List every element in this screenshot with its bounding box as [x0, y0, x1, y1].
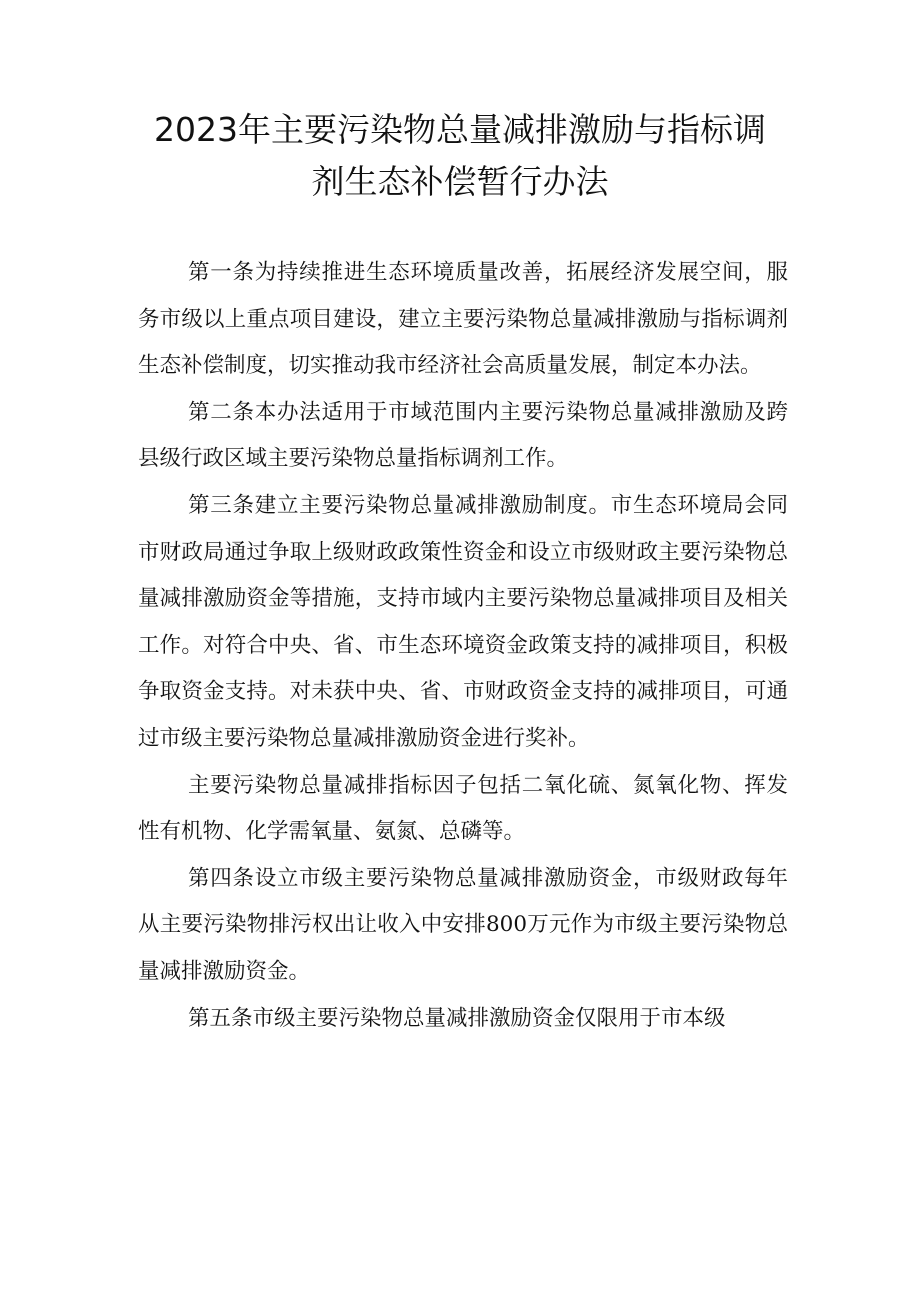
- title-line-1: 2023年主要污染物总量减排激励与指标调: [154, 110, 766, 149]
- article-3-paragraph: 第三条建立主要污染物总量减排激励制度。市生态环境局会同市财政局通过争取上级财政政策性资金和设立市级财政主要污染物总量减排激励资金等措施，支持市域内主要污染物总量减排项目及相关工作。对符合中央、省、市生态环境资金政策支持的减排项目，积极争取资金支持。对未获中央、省、市财政资金支持的减排项目，可通过市级主要污染物总量减排激励资金进行奖补。: [138, 492, 788, 751]
- document-body: [138, 250, 788, 1042]
- article-1-paragraph: 第一条为持续推进生态环境质量改善，拓展经济发展空间，服务市级以上重点项目建设，建立主要污染物总量减排激励与指标调剂生态补偿制度，切实推动我市经济社会高质量发展，制定本办法。: [138, 260, 788, 379]
- article-2-paragraph: 第二条本办法适用于市域范围内主要污染物总量减排激励及跨县级行政区域主要污染物总量指标调剂工作。: [138, 399, 788, 472]
- pollutant-factors-paragraph: 主要污染物总量减排指标因子包括二氧化硫、氮氧化物、挥发性有机物、化学需氧量、氨氮、总磷等。: [138, 772, 788, 845]
- title-line-2: 剂生态补偿暂行办法: [311, 162, 609, 201]
- article-4-paragraph: 第四条设立市级主要污染物总量减排激励资金，市级财政每年从主要污染物排污权出让收入中安排800万元作为市级主要污染物总量减排激励资金。: [138, 865, 788, 984]
- document-title: [100, 104, 820, 208]
- article-5-paragraph: 第五条市级主要污染物总量减排激励资金仅限用于市本级: [188, 1005, 726, 1031]
